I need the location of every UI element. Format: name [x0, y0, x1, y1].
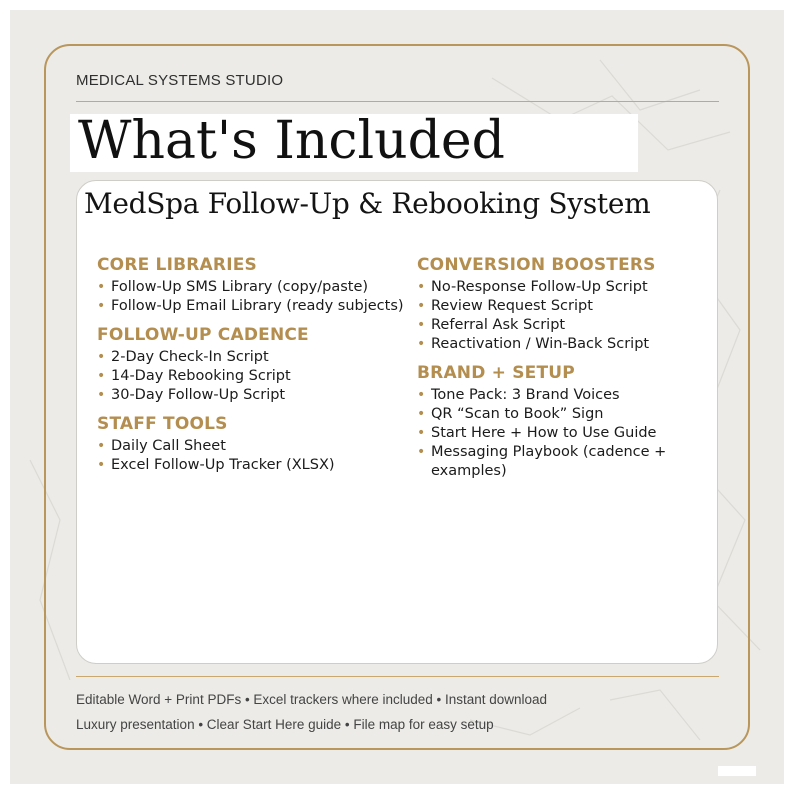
bullet-icon: •: [417, 444, 426, 460]
brand-name: MEDICAL SYSTEMS STUDIO: [76, 72, 284, 89]
bullet-icon: •: [417, 279, 426, 295]
list-item: [417, 424, 717, 443]
section-heading: CORE LIBRARIES: [97, 255, 257, 275]
bullet-icon: •: [417, 317, 426, 333]
list-item: [417, 405, 717, 424]
list-item-text: No-Response Follow-Up Script: [431, 279, 648, 295]
header-divider: [76, 101, 719, 102]
item-list: [97, 437, 407, 475]
list-item-text: Review Request Script: [431, 298, 593, 314]
list-item-text: Tone Pack: 3 Brand Voices: [431, 387, 620, 403]
item-list: [417, 278, 717, 354]
footer-divider: [76, 676, 719, 677]
page-title: What's Included: [78, 111, 505, 171]
list-item: [417, 297, 717, 316]
footer-line-2: Luxury presentation • Clear Start Here guide • File map for easy setup: [76, 717, 494, 732]
section-heading: STAFF TOOLS: [97, 414, 228, 434]
page-subtitle: MedSpa Follow-Up & Rebooking System: [84, 187, 651, 220]
section-staff-tools: [97, 413, 407, 475]
list-item-text: Messaging Playbook (cadence + examples): [431, 444, 667, 479]
list-item: [97, 367, 407, 386]
bullet-icon: •: [97, 298, 106, 314]
list-item: [97, 278, 407, 297]
item-list: [97, 348, 407, 405]
bullet-icon: •: [417, 425, 426, 441]
bullet-icon: •: [97, 349, 106, 365]
footer-line-1: Editable Word + Print PDFs • Excel trackers where included • Instant download: [76, 692, 548, 707]
list-item: [417, 443, 717, 481]
list-item-text: 2-Day Check-In Script: [111, 349, 269, 365]
section-heading: CONVERSION BOOSTERS: [417, 255, 656, 275]
bullet-icon: •: [417, 298, 426, 314]
list-item-text: Excel Follow-Up Tracker (XLSX): [111, 457, 335, 473]
title-backdrop-extension: [518, 118, 638, 166]
bullet-icon: •: [417, 387, 426, 403]
list-item: [97, 348, 407, 367]
bullet-icon: •: [417, 336, 426, 352]
section-follow-up-cadence: [97, 324, 407, 405]
section-core-libraries: [97, 254, 407, 316]
section-heading: FOLLOW-UP CADENCE: [97, 325, 309, 345]
list-item: [97, 297, 407, 316]
bullet-icon: •: [97, 279, 106, 295]
list-item-text: Referral Ask Script: [431, 317, 566, 333]
list-item: [97, 386, 407, 405]
list-item-text: 30-Day Follow-Up Script: [111, 387, 286, 403]
section-heading: BRAND + SETUP: [417, 363, 575, 383]
section-brand-setup: [417, 362, 717, 481]
item-list: [417, 386, 717, 481]
list-item-text: Follow-Up Email Library (ready subjects): [111, 298, 404, 314]
bullet-icon: •: [97, 457, 106, 473]
list-item: [417, 335, 717, 354]
bullet-icon: •: [97, 387, 106, 403]
left-column: [97, 254, 407, 483]
list-item-text: Follow-Up SMS Library (copy/paste): [111, 279, 369, 295]
list-item: [417, 386, 717, 405]
list-item: [417, 316, 717, 335]
list-item: [97, 456, 407, 475]
list-item: [97, 437, 407, 456]
bullet-icon: •: [97, 368, 106, 384]
item-list: [97, 278, 407, 316]
corner-mark: [718, 766, 756, 776]
list-item: [417, 278, 717, 297]
list-item-text: 14-Day Rebooking Script: [111, 368, 291, 384]
list-item-text: Daily Call Sheet: [111, 438, 226, 454]
bullet-icon: •: [97, 438, 106, 454]
list-item-text: QR “Scan to Book” Sign: [431, 406, 604, 422]
list-item-text: Reactivation / Win-Back Script: [431, 336, 650, 352]
right-column: [417, 254, 717, 489]
list-item-text: Start Here + How to Use Guide: [431, 425, 657, 441]
bullet-icon: •: [417, 406, 426, 422]
section-conversion-boosters: [417, 254, 717, 354]
